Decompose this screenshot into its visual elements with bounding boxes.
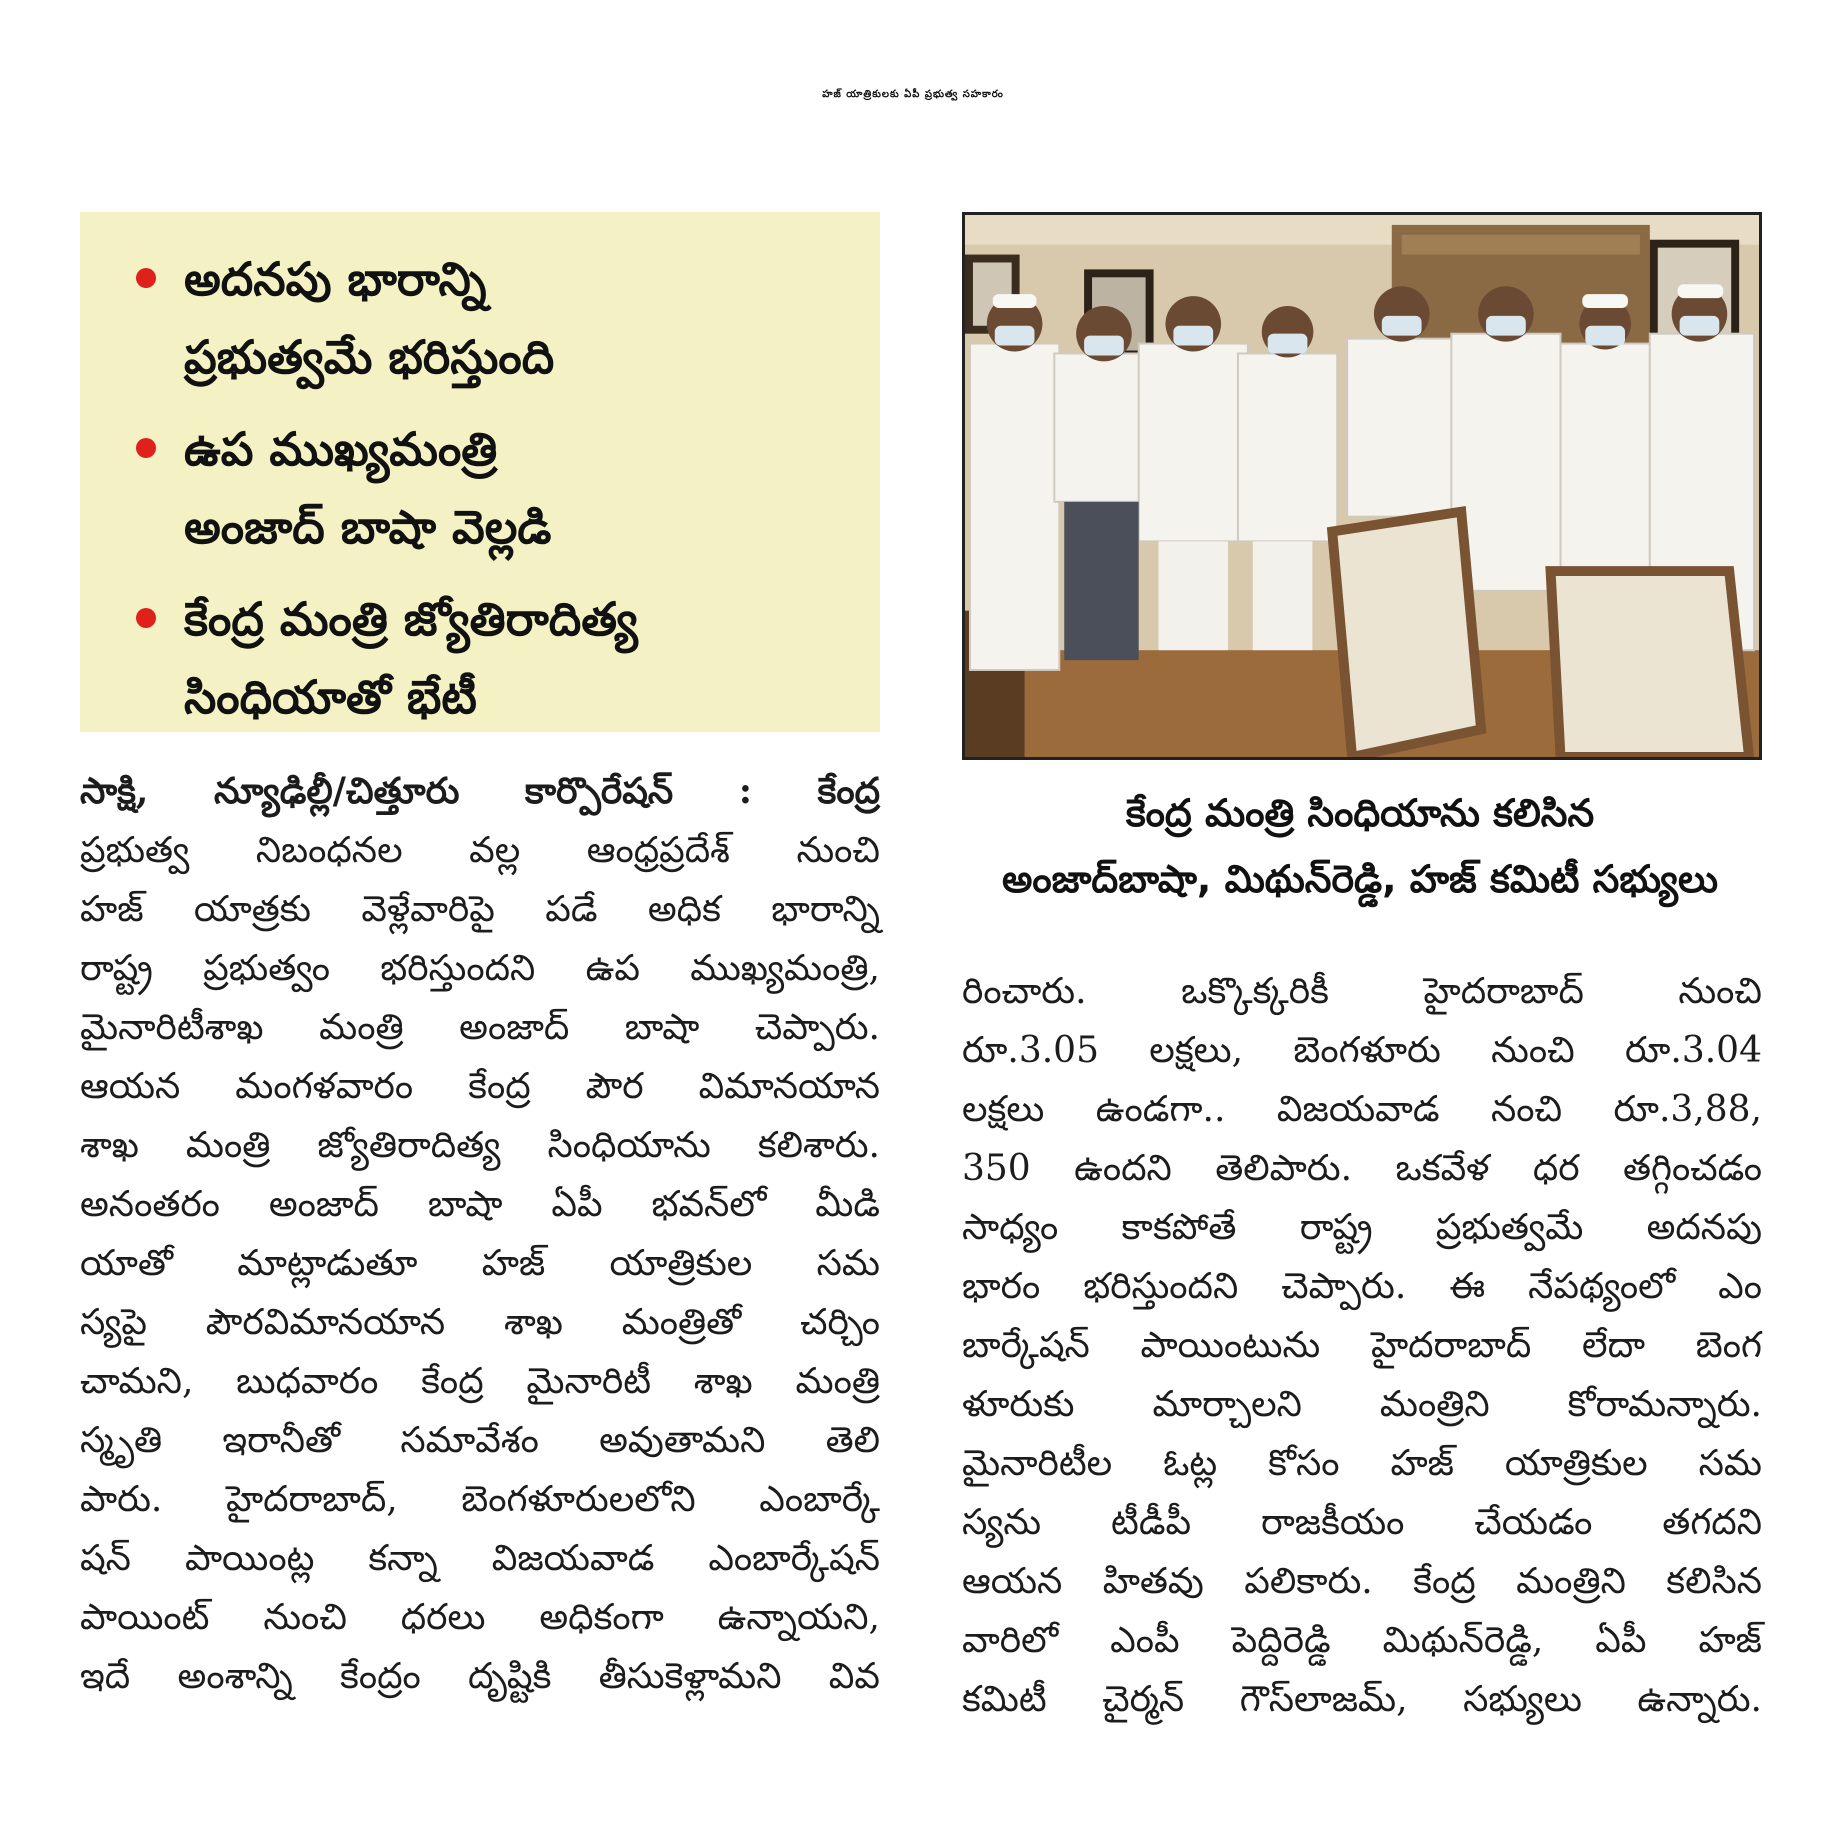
body-line: కమిటీ చైర్మన్ గౌస్‌లాజమ్, సభ్యులు ఉన్నారు. [962, 1679, 1762, 1720]
body-line: వారిలో ఎంపీ పెద్దిరెడ్డి మిథున్‌రెడ్డి, ఏపీ హజ్ [962, 1620, 1762, 1661]
body-line: చామని, బుధవారం కేంద్ర మైనారిటీ శాఖ మంత్రి [80, 1361, 880, 1402]
highlight-item [136, 580, 840, 736]
headline: హజ్ యాత్రికులకు ఏపీ ప్రభుత్వ సహకారం [822, 89, 1004, 100]
body-line: షన్ పాయింట్ల కన్నా విజయవాడ ఎంబార్కేషన్ [80, 1538, 880, 1579]
body-line: మైనారిటీల ఓట్ల కోసం హజ్ యాత్రికుల సమ [962, 1443, 1762, 1484]
body-line: ఇదే అంశాన్ని కేంద్రం దృష్టికి తీసుకెళ్లామని వివ [80, 1656, 880, 1697]
article-column-left [80, 762, 880, 1706]
highlight-line: కేంద్ర మంత్రి జ్యోతిరాదిత్య [184, 592, 638, 646]
highlight-line: ప్రభుత్వమే భరిస్తుంది [184, 330, 555, 384]
body-line: రూ.3.05 లక్షలు, బెంగళూరు నుంచి రూ.3.04 [962, 1030, 1762, 1071]
bullet-icon [136, 438, 156, 458]
highlight-line: ఉప ముఖ్యమంత్రి [184, 422, 498, 476]
body-line: బార్కేషన్ పాయింటును హైదరాబాద్ లేదా బెంగ [962, 1325, 1762, 1366]
bullet-icon [136, 608, 156, 628]
body-line: స్యను టీడీపీ రాజకీయం చేయడం తగదని [962, 1502, 1762, 1543]
body-line: శాఖ మంత్రి జ్యోతిరాదిత్య సింధియాను కలిశారు. [80, 1125, 880, 1166]
body-line: భారం భరిస్తుందని చెప్పారు. ఈ నేపథ్యంలో ఎం [962, 1266, 1762, 1307]
body-line: ళూరుకు మార్చాలని మంత్రిని కోరామన్నారు. [962, 1384, 1762, 1425]
body-line: 350 ఉందని తెలిపారు. ఒకవేళ ధర తగ్గించడం [962, 1148, 1762, 1189]
body-line: ఆయన హితవు పలికారు. కేంద్ర మంత్రిని కలిసిన [962, 1561, 1762, 1602]
body-line: లక్షలు ఉండగా.. విజయవాడ నంచి రూ.3,88, [962, 1089, 1762, 1130]
body-line: స్యపై పౌరవిమానయాన శాఖ మంత్రితో చర్చిం [80, 1302, 880, 1343]
body-line: రాష్ట్ర ప్రభుత్వం భరిస్తుందని ఉప ముఖ్యమంత్రి, [80, 948, 880, 989]
dateline: సాక్షి, న్యూఢిల్లీ/చిత్తూరు కార్పొరేషన్ : కేంద్ర [80, 770, 880, 812]
highlight-line: అంజాద్ బాషా వెల్లడి [184, 500, 552, 554]
article-column-right [962, 962, 1762, 1729]
body-line: ప్రభుత్వ నిబంధనల వల్ల ఆంధ్రప్రదేశ్ నుంచి [80, 830, 880, 871]
body-line: రించారు. ఒక్కొక్కరికీ హైదరాబాద్ నుంచి [962, 971, 1762, 1012]
highlight-item [136, 240, 840, 396]
body-line: సాధ్యం కాకపోతే రాష్ట్ర ప్రభుత్వమే అదనపు [962, 1207, 1762, 1248]
caption-line: అంజాద్‌బాషా, మిథున్‌రెడ్డి, హజ్ కమిటీ సభ్యులు [1001, 857, 1719, 901]
caption-line: కేంద్ర మంత్రి సింధియాను కలిసిన [1125, 791, 1595, 835]
highlight-line: అదనపు భారాన్ని [184, 252, 487, 306]
photo-illustration [965, 215, 1759, 757]
body-line: మైనారిటీశాఖ మంత్రి అంజాద్ బాషా చెప్పారు. [80, 1007, 880, 1048]
body-line: పారు. హైదరాబాద్, బెంగళూరులలోని ఎంబార్కే [80, 1479, 880, 1520]
highlight-item [136, 410, 840, 566]
body-line: అనంతరం అంజాద్ బాషా ఏపీ భవన్‌లో మీడి [80, 1184, 880, 1225]
body-line: యాతో మాట్లాడుతూ హజ్ యాత్రికుల సమ [80, 1243, 880, 1284]
photo-caption [940, 780, 1780, 912]
body-line: పాయింట్ నుంచి ధరలు అధికంగా ఉన్నాయని, [80, 1597, 880, 1638]
highlights-box [80, 212, 880, 732]
body-line: స్మృతి ఇరానీతో సమావేశం అవుతామని తెలి [80, 1420, 880, 1461]
bullet-icon [136, 268, 156, 288]
news-photo [962, 212, 1762, 760]
body-line: ఆయన మంగళవారం కేంద్ర పౌర విమానయాన [80, 1066, 880, 1107]
body-line: హజ్ యాత్రకు వెళ్లేవారిపై పడే అధిక భారాన్ని [80, 889, 880, 930]
highlight-line: సింధియాతో భేటీ [184, 670, 477, 724]
